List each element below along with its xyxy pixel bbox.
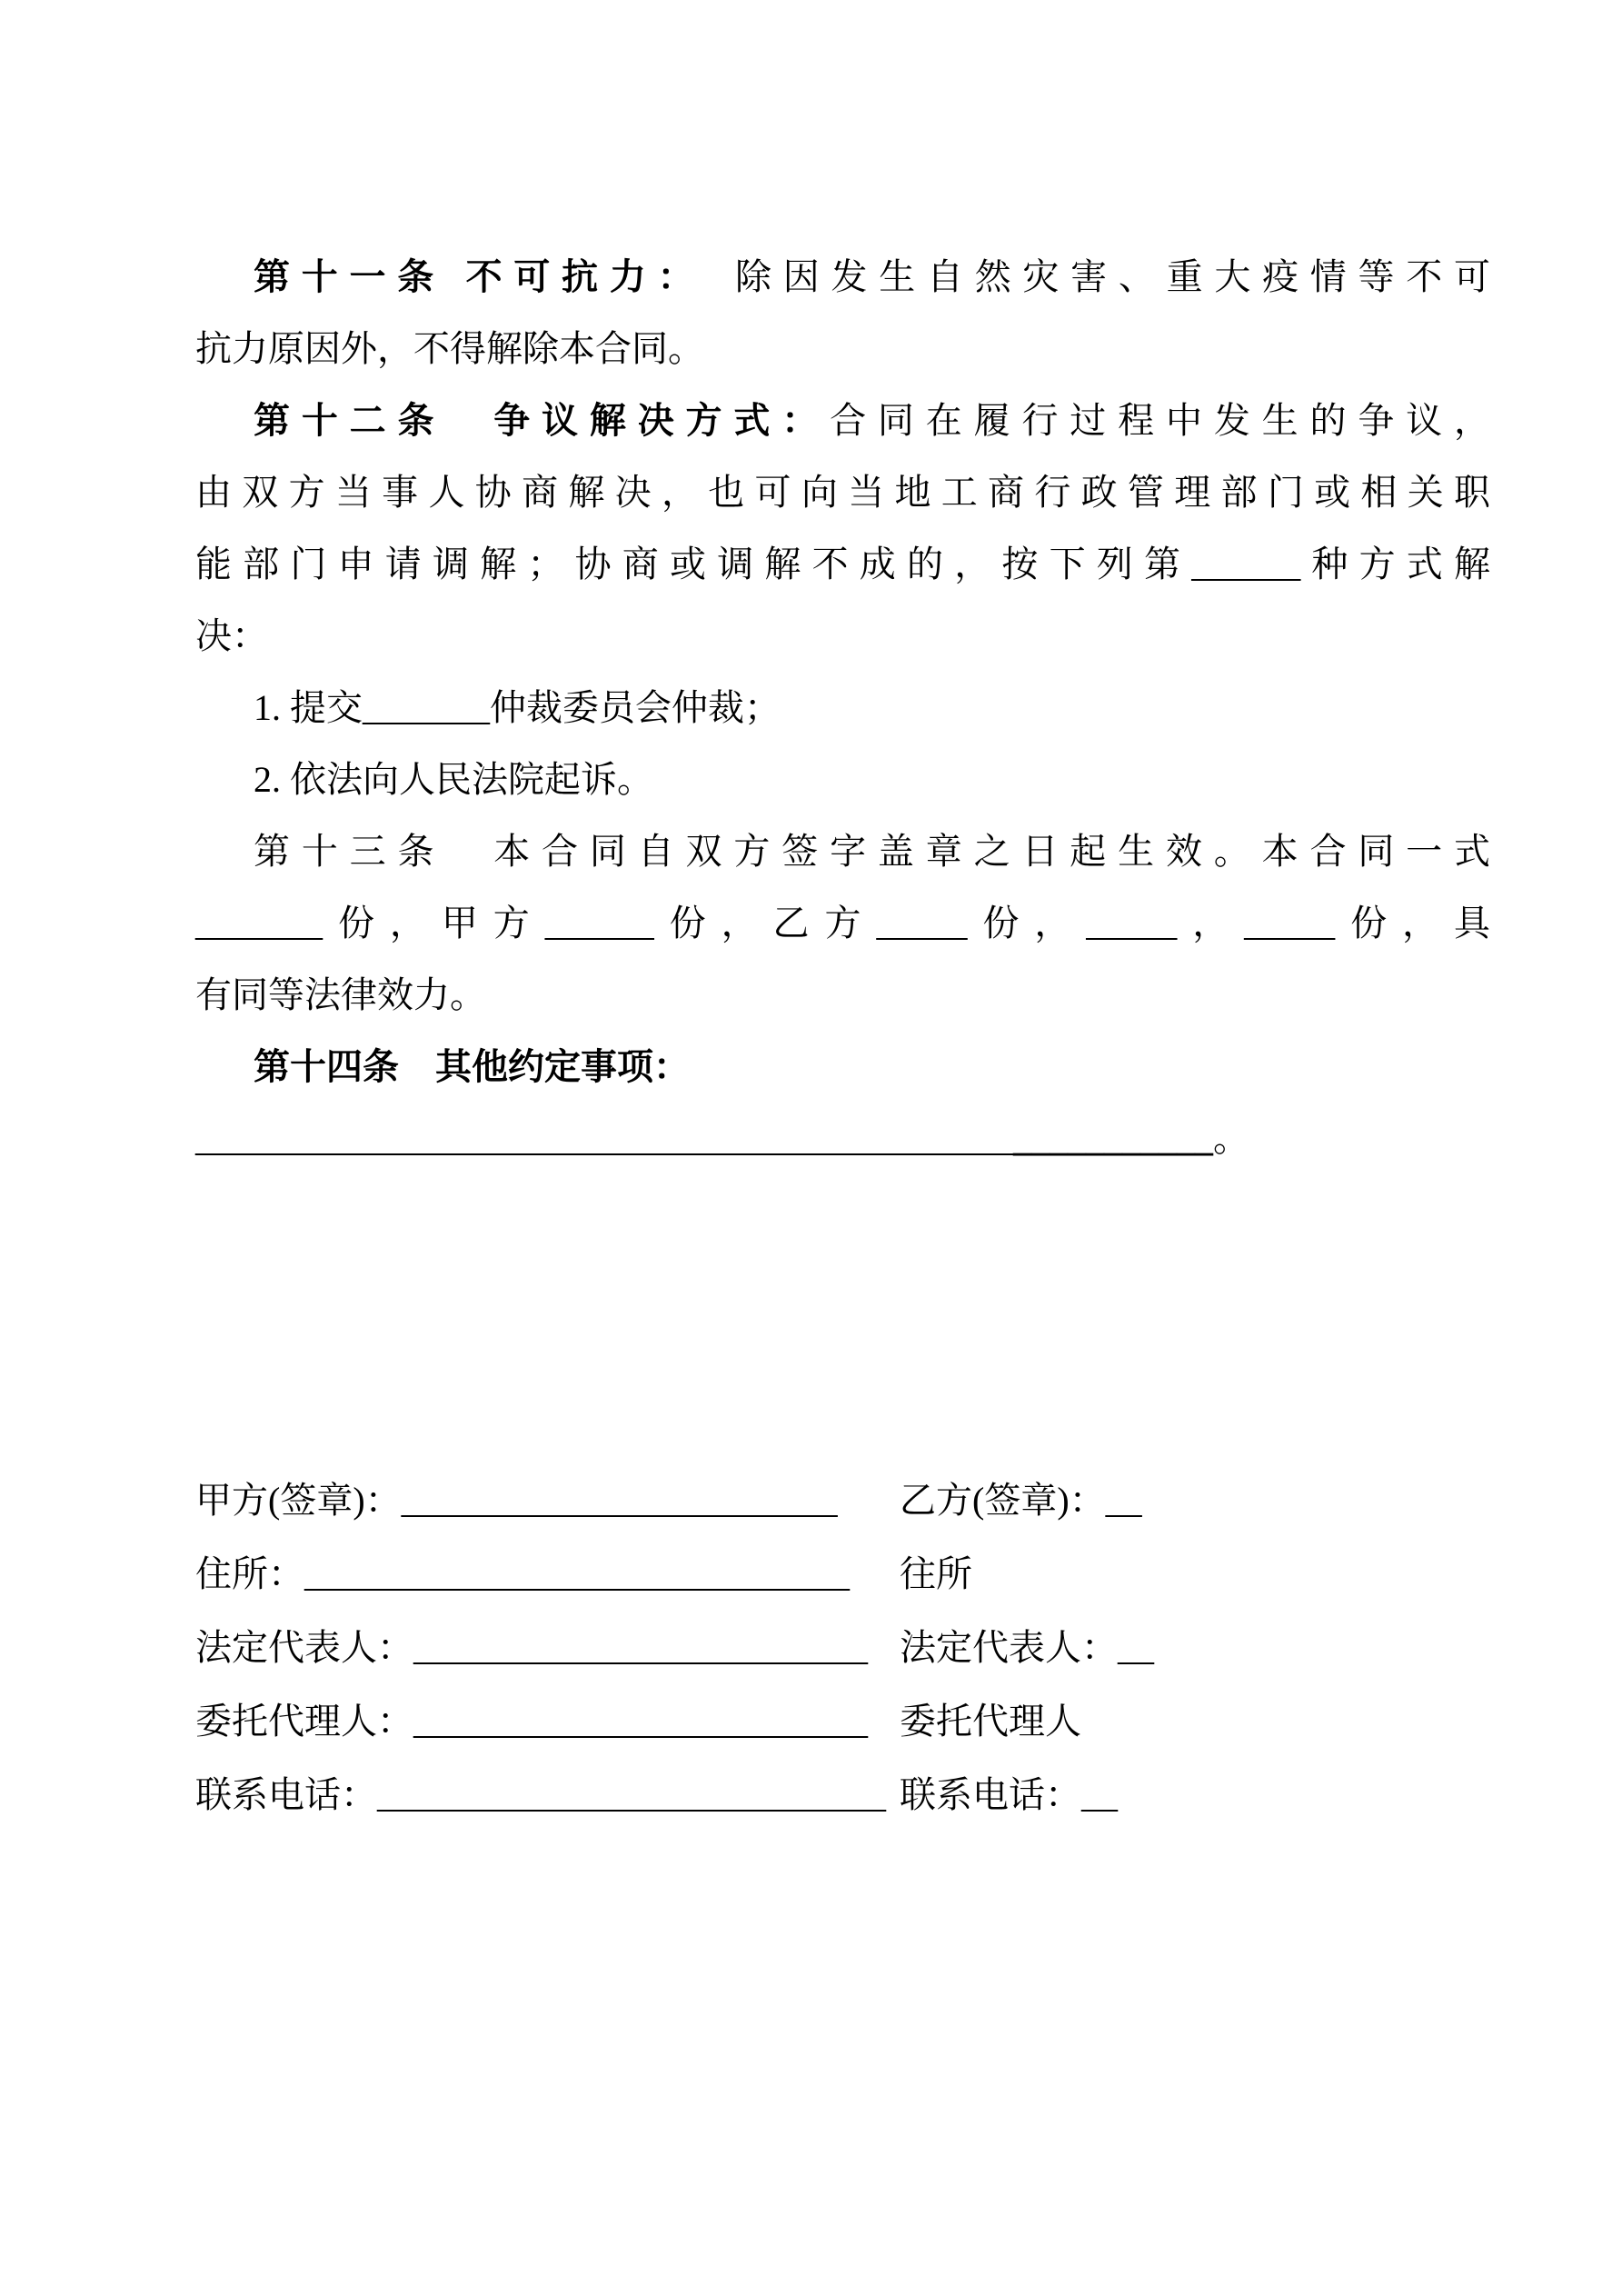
party-b-phone-cell bbox=[900, 1758, 1490, 1832]
clause-12-line-2: 由双方当事人协商解决，也可向当地工商行政管理部门或相关职 bbox=[195, 472, 1490, 513]
party-b-phone-blank: __ bbox=[1081, 1774, 1118, 1815]
blank-gap bbox=[195, 1174, 1490, 1463]
clause-12-heading: 第十二条 争议解决方式： bbox=[254, 400, 831, 441]
signature-row-agent bbox=[195, 1684, 1490, 1758]
clause-13-line-2: _______份，甲方______份，乙方_____份，_____，_____份，具 bbox=[195, 903, 1490, 943]
party-a-address-label: 住所： bbox=[195, 1553, 304, 1594]
signature-row-phone bbox=[195, 1758, 1490, 1832]
party-a-seal-label: 甲方(签章)： bbox=[195, 1480, 402, 1521]
clause-13-line-1: 第十三条 本合同自双方签字盖章之日起生效。本合同一式 bbox=[254, 831, 1490, 872]
party-a-legal-rep-cell bbox=[195, 1611, 900, 1684]
clause-11-text: 除因发生自然灾害、重大疫情等不可 bbox=[687, 256, 1491, 297]
party-a-phone-blank: ____________________________ bbox=[377, 1774, 886, 1815]
list-item-court: 2. 依法向人民法院起诉。 bbox=[254, 759, 653, 800]
clause-11-line-1 bbox=[195, 241, 1490, 313]
party-b-agent-label: 委托代理人 bbox=[900, 1701, 1081, 1742]
party-b-address-cell bbox=[900, 1537, 1490, 1611]
clause-12-line-1 bbox=[195, 384, 1490, 456]
clause-12-line-3: 能部门申请调解；协商或调解不成的，按下列第______种方式解 bbox=[195, 544, 1490, 584]
signature-row-address bbox=[195, 1537, 1490, 1611]
party-a-agent-cell bbox=[195, 1684, 900, 1758]
party-b-legal-rep-blank: __ bbox=[1118, 1627, 1154, 1668]
party-a-seal-blank: ________________________ bbox=[401, 1480, 838, 1521]
clause-14-heading: 第十四条 其他约定事项： bbox=[254, 1046, 690, 1087]
party-a-phone-label: 联系电话： bbox=[195, 1774, 377, 1815]
other-matters-period: 。 bbox=[1213, 1118, 1249, 1159]
party-b-phone-label: 联系电话： bbox=[900, 1774, 1081, 1815]
clause-12-text: 合同在履行过程中发生的争议， bbox=[830, 400, 1491, 441]
party-a-agent-label: 委托代理人： bbox=[195, 1701, 413, 1742]
party-a-seal-cell bbox=[195, 1463, 900, 1537]
party-a-address-blank: ______________________________ bbox=[304, 1553, 850, 1594]
party-a-legal-rep-blank: _________________________ bbox=[413, 1627, 868, 1668]
other-matters-blank-bold: ___________ bbox=[1013, 1118, 1213, 1159]
signature-row-seal bbox=[195, 1463, 1490, 1537]
clause-11-heading: 第十一条 不可抗力： bbox=[254, 256, 688, 297]
party-b-address-label: 往所 bbox=[900, 1553, 972, 1594]
clause-14-heading-line bbox=[195, 1031, 1490, 1103]
signature-block bbox=[195, 1463, 1490, 1832]
party-b-seal-cell bbox=[900, 1463, 1490, 1537]
list-item-arbitration: 1. 提交_______仲裁委员会仲裁； bbox=[254, 687, 781, 728]
party-b-seal-blank: __ bbox=[1105, 1480, 1142, 1521]
party-b-seal-label: 乙方(签章)： bbox=[900, 1480, 1106, 1521]
clause-11-line-2: 抗力原因外，不得解除本合同。 bbox=[195, 328, 704, 369]
party-b-legal-rep-cell bbox=[900, 1611, 1490, 1684]
party-b-legal-rep-label: 法定代表人： bbox=[900, 1627, 1118, 1668]
signature-row-legal-rep bbox=[195, 1611, 1490, 1684]
party-a-phone-cell bbox=[195, 1758, 900, 1832]
party-a-legal-rep-label: 法定代表人： bbox=[195, 1627, 413, 1668]
party-b-agent-cell bbox=[900, 1684, 1490, 1758]
clause-13-line-3: 有同等法律效力。 bbox=[195, 974, 486, 1015]
other-matters-blank-line bbox=[195, 1103, 1490, 1174]
clause-12-line-4: 决： bbox=[195, 615, 268, 656]
other-matters-blank-thin: _____________________________________________ bbox=[195, 1118, 1013, 1159]
party-a-agent-blank: _________________________ bbox=[413, 1701, 868, 1742]
party-a-address-cell bbox=[195, 1537, 900, 1611]
